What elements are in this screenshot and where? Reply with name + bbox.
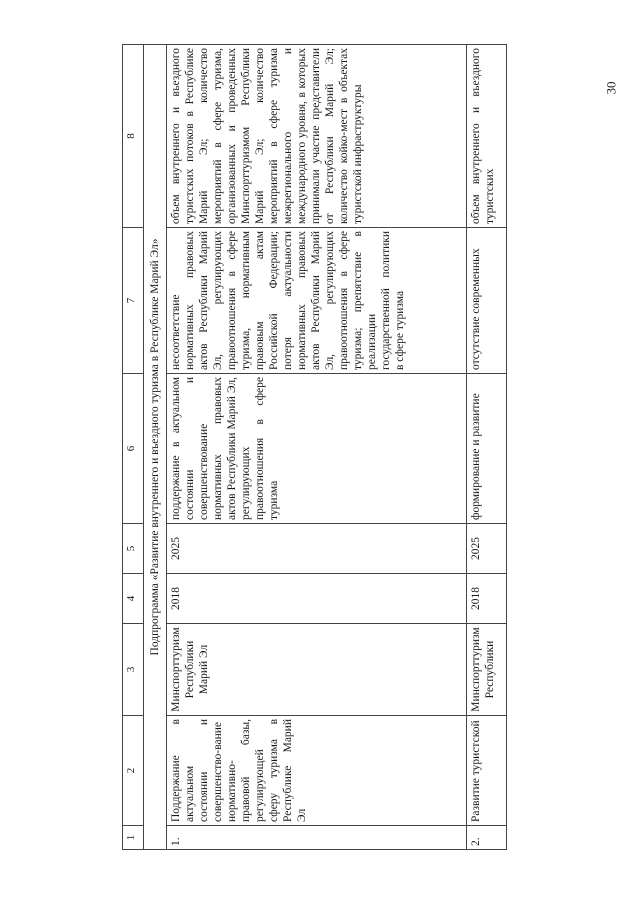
header-cell: 1 (123, 826, 144, 850)
header-row (123, 45, 144, 850)
header-cell: 3 (123, 624, 144, 716)
executor: Минспорттуризм Республики (467, 624, 507, 716)
header-cell: 4 (123, 574, 144, 624)
end-year: 2025 (167, 524, 467, 574)
start-year: 2018 (167, 574, 467, 624)
row-number: 1. (167, 826, 467, 850)
subprogram-title: Подпрограмма «Развитие внутреннего и въездного туризма в Республике Марий Эл» (144, 45, 167, 850)
program-table-container (122, 45, 637, 850)
start-year: 2018 (467, 574, 507, 624)
measure-name: Развитие туристской (467, 716, 507, 826)
header-cell: 6 (123, 374, 144, 524)
program-table (122, 44, 507, 850)
page-number: 30 (603, 81, 619, 95)
consequences: несоответствие нормативных правовых актов Республики Марий Эл, регулирующих правоотношения в сфере туризма, нормативным правовым актам Российской Федерации; потеря актуальности нормативных правовых актов Республики Марий Эл, регулирующих правоотношения в сфере туризма; препятствие в реализации государственной политики в сфере туризма (167, 228, 467, 374)
subprogram-row (144, 45, 167, 850)
consequences: отсутствие современных (467, 228, 507, 374)
header-cell: 5 (123, 524, 144, 574)
header-cell: 8 (123, 45, 144, 228)
indicators: объем внутреннего и въездного туристских потоков в Республике Марий Эл; количество мероприятий в сфере туризма, организованных и проведенных Минспорттуризмом Республики Марий Эл; количество мероприятий в сфере туризма межрегионального и международного уровня, в которых принимали участие представители от Республики Марий Эл; количество койко-мест в объектах туристской инфраструктуры (167, 45, 467, 228)
table-row (467, 45, 507, 850)
measure-name: Поддержание в актуальном состоянии и совершенство-вание нормативно-правовой базы, регулирующей сферу туризма в Республике Марий Эл (167, 716, 467, 826)
expected-result: формирование и развитие (467, 374, 507, 524)
header-cell: 7 (123, 228, 144, 374)
expected-result: поддержание в актуальном состоянии и совершенствование нормативных правовых актов Республики Марий Эл, регулирующих правоотношения в сфере туризма (167, 374, 467, 524)
header-cell: 2 (123, 716, 144, 826)
table-row (167, 45, 467, 850)
row-number: 2. (467, 826, 507, 850)
end-year: 2025 (467, 524, 507, 574)
executor: Минспорттуризм Республики Марий Эл (167, 624, 467, 716)
indicators: объем внутреннего и въездного туристских (467, 45, 507, 228)
